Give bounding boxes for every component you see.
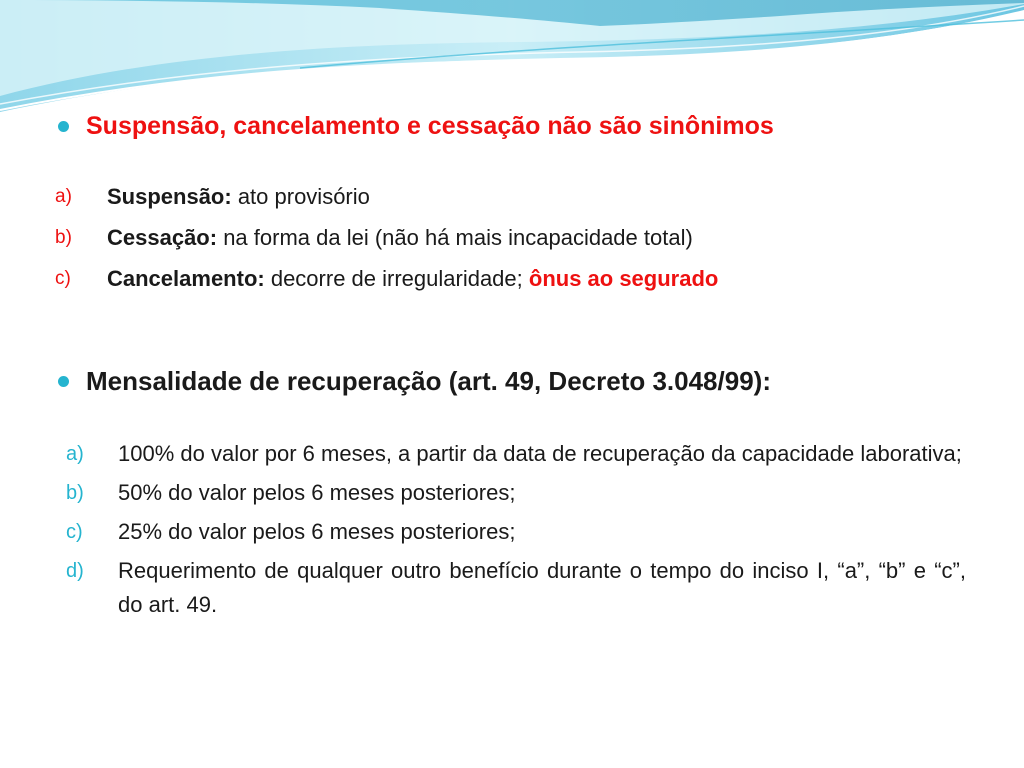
list-item — [66, 515, 966, 549]
list-marker: c) — [66, 521, 83, 543]
list-item-text: 50% do valor pelos 6 meses posteriores; — [118, 480, 516, 505]
heading-text: Mensalidade de recuperação (art. 49, Decreto 3.048/99): — [86, 366, 771, 396]
header-wave-decoration — [0, 0, 1024, 120]
bullet-suspensao-heading — [58, 112, 774, 141]
list-item — [55, 182, 955, 211]
list-item — [66, 437, 966, 471]
list-marker: a) — [66, 443, 84, 465]
list-marker: b) — [66, 482, 84, 504]
highlight-text: ônus ao segurado — [528, 266, 719, 291]
list-marker: c) — [55, 268, 71, 289]
list-item — [55, 223, 955, 252]
list-item — [66, 476, 966, 510]
definitions-list — [55, 182, 955, 305]
list-item-text: 100% do valor por 6 meses, a partir da data de recuperação da capacidade laborativa; — [118, 441, 962, 466]
list-marker: d) — [66, 560, 84, 582]
list-item-text: 25% do valor pelos 6 meses posteriores; — [118, 519, 516, 544]
list-item — [66, 554, 966, 622]
heading-text: Suspensão, cancelamento e cessação não são sinônimos — [86, 112, 774, 140]
term-label: Cessação: — [107, 225, 218, 250]
term-label: Cancelamento: — [107, 266, 265, 291]
round-bullet-icon — [58, 121, 69, 132]
term-label: Suspensão: — [107, 184, 232, 209]
list-marker: a) — [55, 186, 72, 207]
bullet-mensalidade-heading — [58, 366, 771, 397]
recovery-list — [66, 437, 966, 627]
list-marker: b) — [55, 227, 72, 248]
term-description: decorre de irregularidade; — [264, 266, 529, 291]
term-description: na forma da lei (não há mais incapacidade total) — [217, 225, 693, 250]
round-bullet-icon — [58, 376, 69, 387]
term-description: ato provisório — [231, 184, 370, 209]
list-item-text: Requerimento de qualquer outro benefício durante o tempo do inciso I, “a”, “b” e “c”, do art. 49. — [118, 558, 966, 617]
list-item — [55, 264, 955, 293]
